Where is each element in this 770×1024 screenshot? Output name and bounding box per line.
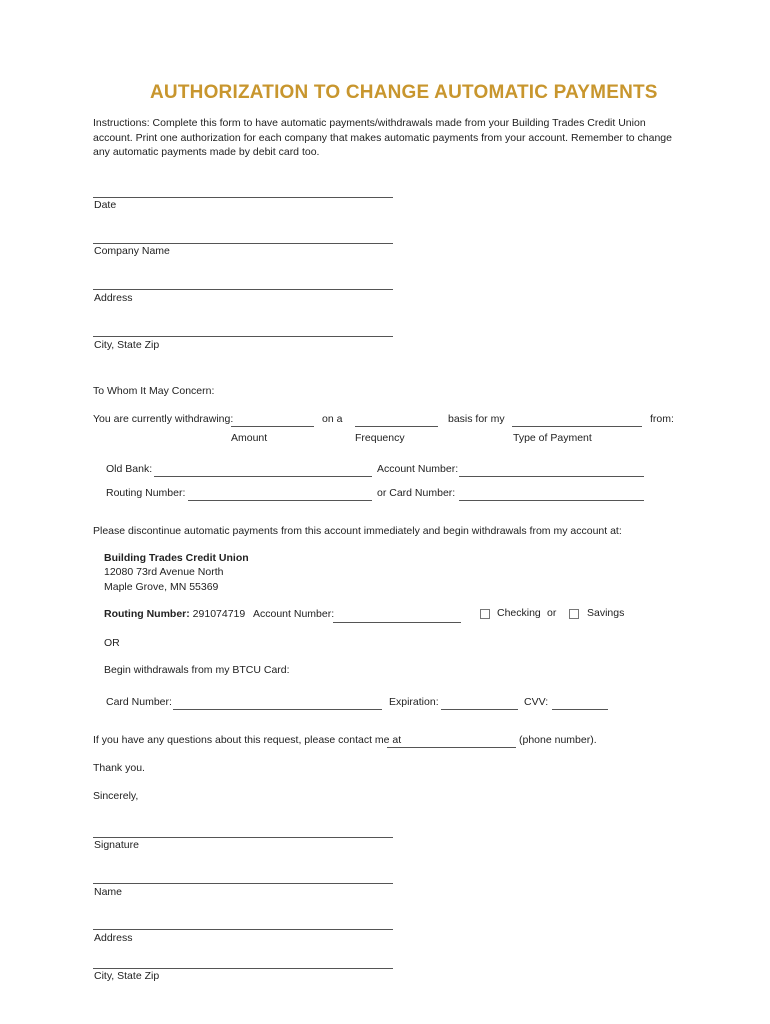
credit-union-name: Building Trades Credit Union [104, 552, 249, 564]
member-name-line[interactable] [93, 883, 393, 884]
member-city-label: City, State Zip [94, 970, 160, 982]
company-name-label: Company Name [94, 245, 170, 257]
withdrawing-prefix: You are currently withdrawing: [93, 413, 234, 425]
page-title: AUTHORIZATION TO CHANGE AUTOMATIC PAYMENTS [150, 82, 658, 103]
date-label: Date [94, 199, 117, 211]
member-name-label: Name [94, 886, 123, 898]
old-account-line[interactable] [459, 476, 644, 477]
btcu-routing-value: 291074719 [192, 608, 246, 620]
member-address-line[interactable] [93, 929, 393, 930]
card-number-label: Card Number: [106, 696, 172, 708]
contact-text: If you have any questions about this request, please contact me at [93, 734, 402, 746]
phone-number-line[interactable] [387, 747, 516, 748]
basis-text: basis for my [448, 413, 505, 425]
thank-you-text: Thank you. [93, 762, 145, 774]
cvv-line[interactable] [552, 709, 608, 710]
expiration-label: Expiration: [389, 696, 439, 708]
company-city-label: City, State Zip [94, 339, 160, 351]
old-card-line[interactable] [459, 500, 644, 501]
checking-checkbox[interactable] [480, 609, 490, 619]
expiration-line[interactable] [441, 709, 518, 710]
type-of-payment-line[interactable] [512, 426, 642, 427]
on-a-text: on a [322, 413, 343, 425]
checking-label: Checking [497, 607, 541, 619]
old-routing-label: Routing Number: [106, 487, 186, 499]
company-city-line[interactable] [93, 336, 393, 337]
salutation-text: To Whom It May Concern: [93, 385, 215, 397]
card-intro-text: Begin withdrawals from my BTCU Card: [104, 664, 290, 676]
or-text: OR [104, 637, 120, 649]
savings-label: Savings [587, 607, 625, 619]
old-bank-line[interactable] [154, 476, 372, 477]
company-address-label: Address [94, 292, 133, 304]
frequency-line[interactable] [355, 426, 438, 427]
signature-line[interactable] [93, 837, 393, 838]
credit-union-city: Maple Grove, MN 55369 [104, 581, 219, 593]
signature-label: Signature [94, 839, 139, 851]
frequency-label: Frequency [355, 432, 405, 444]
sincerely-text: Sincerely, [93, 790, 139, 802]
btcu-routing-label: Routing Number: [104, 608, 190, 620]
old-card-label: or Card Number: [377, 487, 456, 499]
company-name-line[interactable] [93, 243, 393, 244]
cvv-label: CVV: [524, 696, 549, 708]
member-city-line[interactable] [93, 968, 393, 969]
old-routing-line[interactable] [188, 500, 372, 501]
discontinue-text: Please discontinue automatic payments from this account immediately and begin withdrawals from my account at: [93, 525, 622, 537]
old-account-label: Account Number: [377, 463, 459, 475]
company-address-line[interactable] [93, 289, 393, 290]
phone-number-suffix: (phone number). [519, 734, 597, 746]
btcu-routing-row [104, 608, 245, 620]
date-line[interactable] [93, 197, 393, 198]
btcu-account-line[interactable] [333, 622, 461, 623]
old-bank-label: Old Bank: [106, 463, 153, 475]
from-text: from: [650, 413, 674, 425]
amount-line[interactable] [231, 426, 314, 427]
credit-union-street: 12080 73rd Avenue North [104, 566, 224, 578]
amount-label: Amount [231, 432, 268, 444]
member-address-label: Address [94, 932, 133, 944]
card-number-line[interactable] [173, 709, 382, 710]
instructions-text: Instructions: Complete this form to have automatic payments/withdrawals made from your Building Trades Credit Union account. Print one authorization for each company that makes automatic payments from your account. Remember to change any automatic payments made by debit card too. [93, 117, 672, 158]
savings-checkbox[interactable] [569, 609, 579, 619]
btcu-account-label: Account Number: [253, 608, 335, 620]
checking-or-text: or [547, 607, 557, 619]
type-of-payment-label: Type of Payment [513, 432, 592, 444]
